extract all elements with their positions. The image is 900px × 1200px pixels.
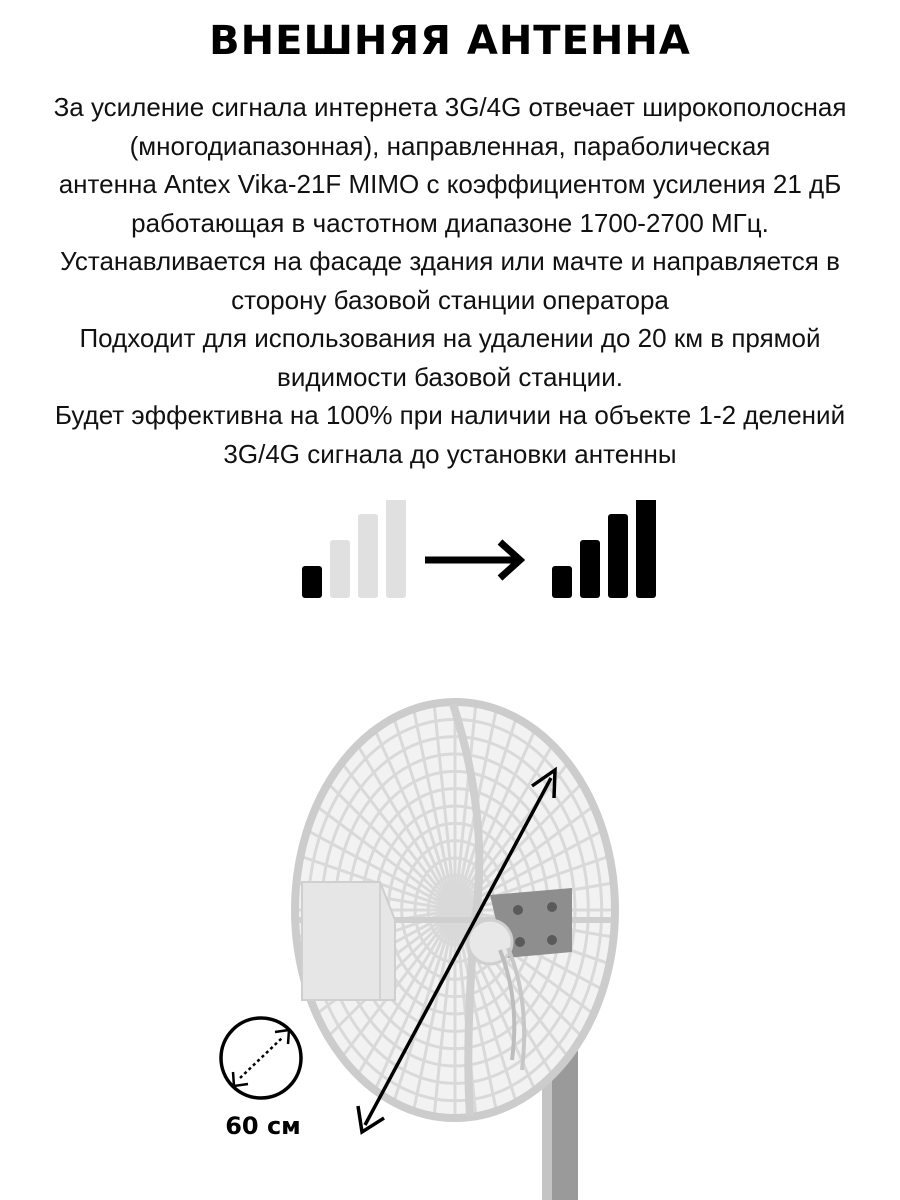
description-line: видимости базовой станции. bbox=[277, 361, 623, 392]
page-title: ВНЕШНЯЯ АНТЕННА bbox=[209, 18, 691, 64]
antenna-illustration bbox=[0, 620, 900, 1200]
signal-bar bbox=[302, 566, 322, 598]
signal-bar bbox=[608, 514, 628, 598]
signal-improvement-graphic bbox=[290, 500, 670, 610]
arrow-right-icon bbox=[425, 542, 520, 578]
signal-full-icon bbox=[552, 500, 656, 598]
description-line: антенна Antex Vika-21F MIMO с коэффициентом усиления 21 дБ bbox=[58, 169, 842, 199]
description-line: Подходит для использования на удалении до 20 км в прямой bbox=[79, 323, 821, 353]
signal-bar bbox=[330, 540, 350, 598]
antenna-feed bbox=[302, 882, 395, 1000]
antenna-size-label: 60 см bbox=[225, 1112, 301, 1140]
description-line: (многодиапазонная), направленная, параболическая bbox=[129, 130, 771, 161]
description-line: За усиление сигнала интернета 3G/4G отвечает широкополосная bbox=[53, 92, 847, 122]
description-line: 3G/4G сигнала до установки антенны bbox=[223, 438, 677, 469]
description-line: Устанавливается на фасаде здания или мачте и направляется в bbox=[60, 246, 840, 276]
description-line: сторону базовой станции оператора bbox=[231, 284, 669, 315]
description bbox=[10, 88, 890, 473]
signal-bar bbox=[580, 540, 600, 598]
description-line: работающая в частотном диапазоне 1700-2700 МГц. bbox=[131, 207, 769, 238]
signal-weak-icon bbox=[302, 500, 406, 598]
signal-bar bbox=[552, 566, 572, 598]
signal-bar bbox=[358, 514, 378, 598]
description-line: Будет эффективна на 100% при наличии на объекте 1-2 делений bbox=[54, 400, 846, 430]
diameter-size-icon bbox=[221, 1018, 301, 1098]
signal-bar bbox=[636, 500, 656, 598]
signal-bar bbox=[386, 500, 406, 598]
